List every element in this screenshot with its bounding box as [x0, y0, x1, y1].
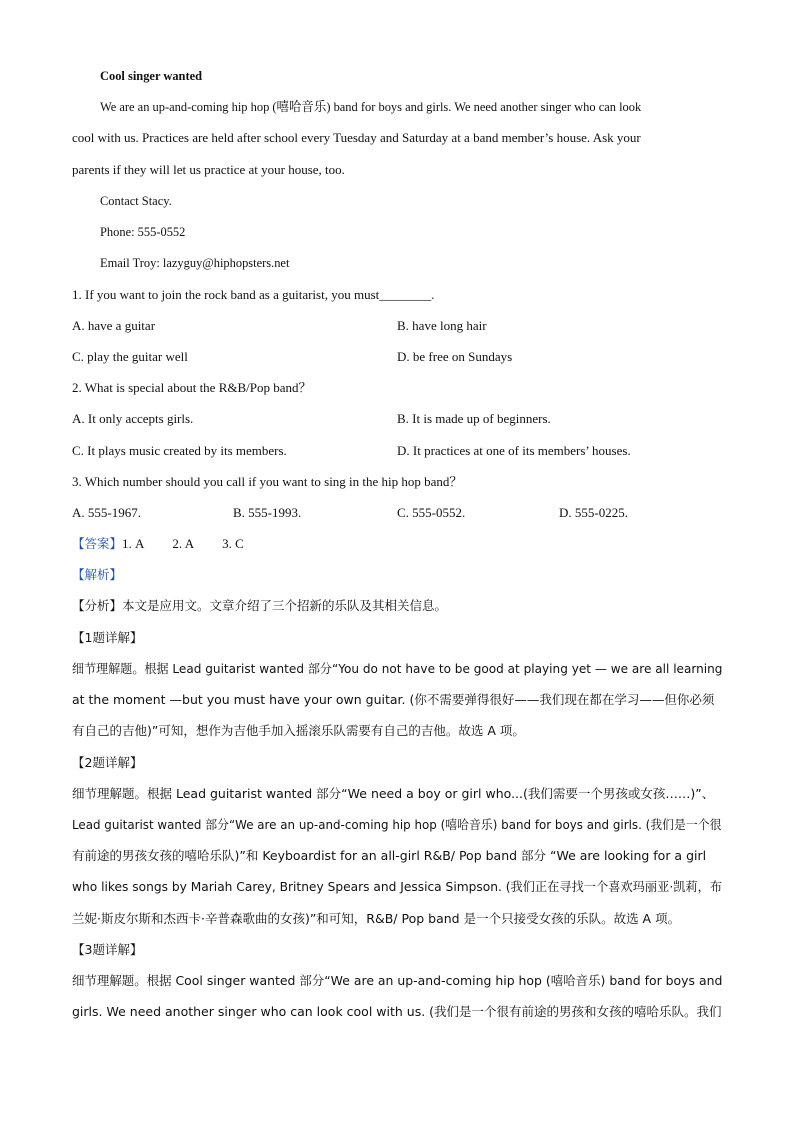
detail-3-label: 【3题详解】	[72, 942, 143, 957]
question-3-stem: 3. Which number should you call if you want to sing in the hip hop band？	[72, 474, 463, 489]
question-2-option-a: A. It only accepts girls.	[72, 411, 194, 426]
analysis-label: 【解析】	[72, 567, 123, 582]
question-3-option-b: B. 555-1993.	[233, 505, 302, 520]
question-1-option-a: A. have a guitar	[72, 318, 156, 333]
question-1-option-b: B. have long hair	[397, 318, 487, 333]
detail-2-line-4: who likes songs by Mariah Carey, Britney Spears and Jessica Simpson. (我们正在寻找一个喜欢玛丽亚·凯莉，布	[72, 879, 723, 894]
question-2-stem: 2. What is special about the R&B/Pop band？	[72, 380, 312, 395]
question-3-option-a: A. 555-1967.	[72, 505, 141, 520]
answer-line	[72, 535, 722, 553]
question-2-option-b: B. It is made up of beginners.	[397, 411, 551, 426]
question-1-option-d: D. be free on Sundays	[397, 349, 513, 364]
detail-3-line-2: girls. We need another singer who can look cool with us. (我们是一个很有前途的男孩和女孩的嘻哈乐队。我们	[72, 1004, 722, 1019]
question-1-option-c: C. play the guitar well	[72, 349, 188, 364]
detail-1-line-1: 细节理解题。根据 Lead guitarist wanted 部分“You do not have to be good at playing yet — we are all learning	[72, 661, 723, 676]
detail-3-line-1: 细节理解题。根据 Cool singer wanted 部分“We are an up-and-coming hip hop (嘻哈音乐) band for boys and	[72, 973, 723, 988]
detail-1-line-3: 有自己的吉他)”可知，想作为吉他手加入摇滚乐队需要有自己的吉他。故选 A 项。	[72, 723, 525, 738]
detail-2-line-1: 细节理解题。根据 Lead guitarist wanted 部分“We need a boy or girl who...(我们需要一个男孩或女孩……)”、	[72, 786, 715, 801]
detail-2-line-2: Lead guitarist wanted 部分“We are an up-and-coming hip hop (嘻哈音乐) band for boys and girls. (我们是一个很	[72, 817, 722, 832]
answer-3: 3. C	[222, 536, 244, 551]
passage-line-2: cool with us. Practices are held after school every Tuesday and Saturday at a band member’s house. Ask your	[72, 130, 641, 145]
passage-phone: Phone: 555-0552	[100, 224, 186, 239]
answer-label: 【答案】	[72, 536, 123, 551]
question-2-option-c: C. It plays music created by its members.	[72, 443, 287, 458]
summary-label: 【分析】	[72, 598, 123, 613]
passage-contact: Contact Stacy.	[100, 193, 172, 208]
detail-2-line-3: 有前途的男孩女孩的嘻哈乐队)”和 Keyboardist for an all-girl R&B/ Pop band 部分 “We are looking for a girl	[72, 848, 707, 863]
detail-2-line-5: 兰妮·斯皮尔斯和杰西卡·辛普森歌曲的女孩)”和可知，R&B/ Pop band 是一个只接受女孩的乐队。故选 A 项。	[72, 911, 681, 926]
detail-1-label: 【1题详解】	[72, 630, 143, 645]
detail-1-line-2: at the moment —but you must have your own guitar. (你不需要弹得很好——我们现在都在学习——但你必须	[72, 692, 715, 707]
summary-line	[72, 597, 722, 615]
question-2-option-d: D. It practices at one of its members’ houses.	[397, 443, 631, 458]
answer-2: 2. A	[172, 536, 195, 551]
summary-text: 本文是应用文。文章介绍了三个招新的乐队及其相关信息。	[122, 598, 448, 613]
detail-2-label: 【2题详解】	[72, 755, 143, 770]
passage-title: Cool singer wanted	[100, 68, 203, 83]
question-3-option-c: C. 555-0552.	[397, 505, 466, 520]
question-3-option-d: D. 555-0225.	[559, 505, 628, 520]
answer-1: 1. A	[122, 536, 145, 551]
passage-line-3: parents if they will let us practice at your house, too.	[72, 162, 345, 177]
passage-line-1: We are an up-and-coming hip hop (嘻哈音乐) band for boys and girls. We need another singer who can look	[100, 99, 642, 114]
question-1-stem: 1. If you want to join the rock band as a guitarist, you must________.	[72, 287, 435, 302]
passage-email: Email Troy: lazyguy@hiphopsters.net	[100, 255, 290, 270]
